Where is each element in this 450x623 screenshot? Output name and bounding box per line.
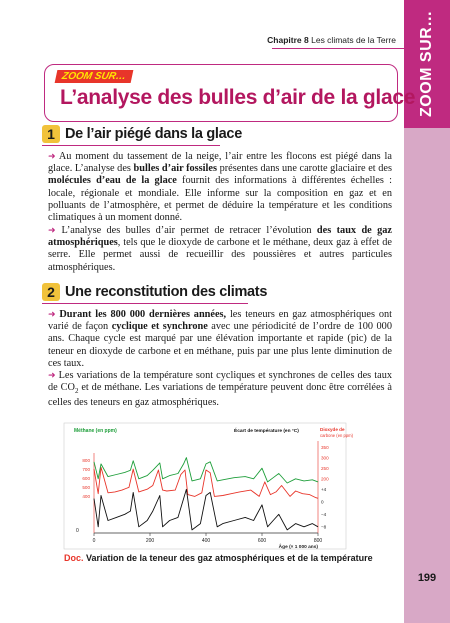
methane-axis-label: Méthane (en ppm) [74, 428, 117, 434]
methane-tick-label: 600 [82, 476, 90, 482]
co2-tick-label: 250 [321, 465, 329, 471]
x-axis-label: Âge (× 1 000 ans) [278, 545, 318, 550]
text: avec une périodicité de l’ordre de 100 000 ans. Chaque cycle est marqué par une élévation importante et rapide (pic) de la teneur en dioxyde de carbone et en méthane, puis par une plus lente diminution de ces taux. [48, 321, 392, 369]
section-2-title: Une reconstitution des climats [65, 284, 268, 300]
temperature-tick-label: −8 [321, 524, 327, 530]
x-tick-label: 400 [201, 538, 211, 544]
zoom-tag: ZOOM SUR… [55, 70, 134, 83]
header-rule [272, 48, 404, 49]
side-tab-label: ZOOM SUR… [418, 10, 435, 118]
text: Les variations de la température sont cycliques et synchrones de celles des taux de CO [48, 370, 392, 394]
bold-text: des taux de gaz atmosphériques [48, 225, 392, 249]
arrow-icon: ➜ [48, 310, 56, 320]
text: et de méthane. Les variations de température peuvent donc être corrélées à celles des teneurs en gaz atmosphériques. [48, 382, 392, 409]
x-tick-label: 800 [313, 538, 323, 544]
methane-zero-label: 0 [76, 528, 79, 534]
section-2-paragraph-2 [48, 370, 392, 410]
section-1-number: 1 [42, 125, 60, 143]
section-1-paragraph-1 [48, 151, 392, 224]
chapter-header [267, 35, 396, 45]
temperature-tick-label: −4 [321, 512, 327, 518]
chapter-title: Les climats de la Terre [308, 35, 396, 45]
x-tick-label: 200 [145, 538, 155, 544]
arrow-icon: ➜ [48, 371, 56, 381]
section-1-paragraph-2 [48, 225, 392, 274]
chapter-number: Chapitre 8 [267, 35, 309, 45]
ice-core-chart [64, 423, 354, 550]
co2-tick-label: 350 [321, 444, 329, 450]
arrow-icon: ➜ [48, 226, 62, 236]
methane-tick-label: 500 [82, 485, 90, 491]
text: fournit des informations à différentes échelles : locale, régionale et mondiale. Elle informe sur la composition en gaz et en polluants de l’atmosphère, et permet de déduire la température et les conditions climatiques à un moment donné. [48, 175, 392, 224]
section-2-underline [42, 303, 248, 304]
methane-tick-label: 400 [82, 494, 90, 500]
section-1-title: De l’air piégé dans la glace [65, 126, 242, 142]
methane-tick-label: 800 [82, 457, 90, 463]
temperature-tick-label: 0 [321, 499, 324, 505]
temperature-axis-label: Écart de température (en °C) [234, 429, 299, 434]
methane-tick-label: 700 [82, 466, 90, 472]
co2-axis-label-line-1: Dioxyde de [320, 427, 345, 432]
caption-doc-label: Doc. [64, 553, 84, 563]
page-number: 199 [417, 572, 437, 584]
text: Au moment du tassement de la neige, l’air entre les flocons est piégé dans la glace. L’analyse des [48, 151, 392, 175]
temperature-tick-label: +4 [321, 487, 327, 493]
figure-caption [64, 553, 373, 563]
x-tick-label: 600 [257, 538, 267, 544]
bold-text: bulles d’air fossiles [133, 163, 217, 175]
text: L’analyse des bulles d’air permet de retracer l’évolution [61, 225, 317, 236]
x-tick-label: 0 [92, 538, 96, 544]
bold-text: Durant les 800 000 dernières années, [55, 309, 227, 320]
section-1-heading [42, 124, 242, 144]
section-2-number: 2 [42, 283, 60, 301]
bold-text: molécules d’eau de la glace [48, 175, 177, 187]
text: les teneurs en gaz atmosphériques ont varié de façon [48, 309, 392, 333]
page-title: L’analyse des bulles d’air de la glace [60, 86, 416, 109]
caption-text: Variation de la teneur des gaz atmosphériques et de la température [83, 553, 373, 563]
co2-tick-label: 200 [321, 476, 329, 482]
section-1-underline [42, 145, 220, 146]
text: présentes dans une carotte glaciaire et des [216, 163, 392, 175]
section-2-paragraph-1 [48, 309, 392, 370]
section-2-heading [42, 282, 267, 302]
bold-text: cyclique et synchrone [111, 321, 208, 333]
arrow-icon: ➜ [48, 152, 56, 162]
co2-tick-label: 300 [321, 455, 329, 461]
co2-axis-label-line-2: carbone (en ppm) [320, 433, 354, 438]
subscript: 2 [74, 387, 79, 396]
text: , tels que le dioxyde de carbone et le méthane, deux gaz à effet de serre. Elle permet aussi de recueillir des poussières et autres particules atmosphériques. [48, 237, 392, 273]
